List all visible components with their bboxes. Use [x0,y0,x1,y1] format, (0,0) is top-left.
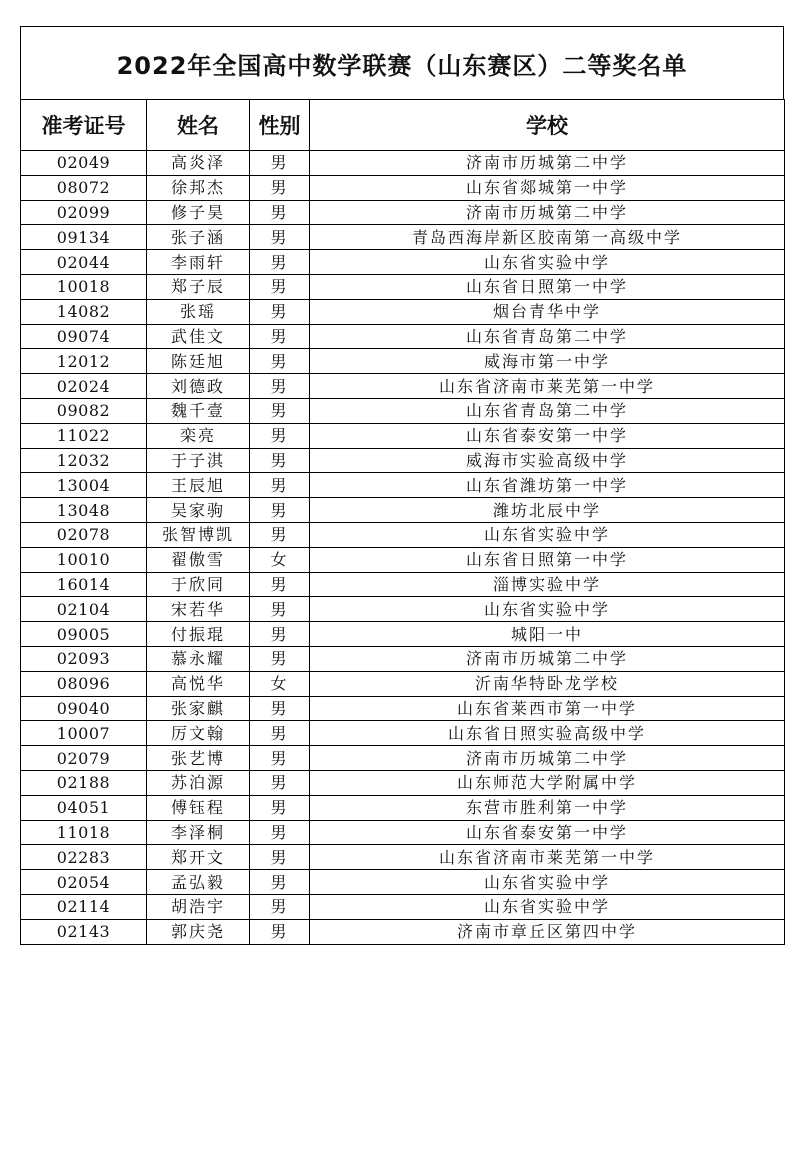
cell-sex: 男 [250,175,310,200]
cell-school: 潍坊北辰中学 [310,498,785,523]
table-row [21,274,785,299]
cell-sex: 男 [250,374,310,399]
table-row [21,175,785,200]
cell-name: 厉文翰 [147,721,250,746]
cell-id: 14082 [21,299,147,324]
cell-name: 付振琨 [147,622,250,647]
table-row [21,820,785,845]
table-row [21,746,785,771]
cell-name: 吴家驹 [147,498,250,523]
cell-school: 山东省日照第一中学 [310,274,785,299]
cell-school: 威海市实验高级中学 [310,448,785,473]
cell-sex: 男 [250,151,310,176]
cell-name: 武佳文 [147,324,250,349]
cell-sex: 男 [250,770,310,795]
cell-id: 08096 [21,671,147,696]
cell-school: 山东省济南市莱芜第一中学 [310,845,785,870]
cell-id: 04051 [21,795,147,820]
cell-id: 11022 [21,423,147,448]
cell-id: 09134 [21,225,147,250]
cell-school: 山东省实验中学 [310,522,785,547]
cell-id: 08072 [21,175,147,200]
cell-school: 山东省青岛第二中学 [310,324,785,349]
cell-name: 高悦华 [147,671,250,696]
cell-school: 山东省郯城第一中学 [310,175,785,200]
cell-id: 02049 [21,151,147,176]
cell-sex: 男 [250,250,310,275]
cell-school: 山东省青岛第二中学 [310,398,785,423]
table-row [21,225,785,250]
cell-id: 13048 [21,498,147,523]
cell-name: 宋若华 [147,597,250,622]
cell-name: 孟弘毅 [147,870,250,895]
cell-school: 山东省实验中学 [310,597,785,622]
cell-name: 苏泊源 [147,770,250,795]
table-row [21,374,785,399]
cell-sex: 男 [250,919,310,944]
cell-id: 13004 [21,473,147,498]
cell-sex: 男 [250,597,310,622]
header-name: 姓名 [147,100,250,151]
cell-sex: 男 [250,572,310,597]
cell-school: 山东省潍坊第一中学 [310,473,785,498]
cell-id: 02188 [21,770,147,795]
cell-name: 张瑶 [147,299,250,324]
cell-id: 02099 [21,200,147,225]
document-title: 2022年全国高中数学联赛（山东赛区）二等奖名单 [20,26,784,99]
cell-school: 济南市历城第二中学 [310,151,785,176]
table-row [21,299,785,324]
cell-name: 张艺博 [147,746,250,771]
table-row [21,696,785,721]
award-table [20,99,785,945]
cell-sex: 男 [250,795,310,820]
cell-school: 城阳一中 [310,622,785,647]
table-row [21,646,785,671]
cell-sex: 男 [250,820,310,845]
cell-sex: 男 [250,721,310,746]
table-row [21,919,785,944]
table-row [21,522,785,547]
table-row [21,200,785,225]
cell-id: 09005 [21,622,147,647]
table-row [21,795,785,820]
cell-id: 02079 [21,746,147,771]
cell-name: 高炎泽 [147,151,250,176]
cell-name: 徐邦杰 [147,175,250,200]
table-row [21,398,785,423]
cell-sex: 女 [250,547,310,572]
cell-sex: 男 [250,522,310,547]
cell-school: 山东省实验中学 [310,894,785,919]
cell-id: 02078 [21,522,147,547]
cell-school: 山东省日照实验高级中学 [310,721,785,746]
cell-school: 济南市历城第二中学 [310,746,785,771]
header-row [21,100,785,151]
cell-sex: 男 [250,746,310,771]
table-row [21,250,785,275]
cell-name: 栾亮 [147,423,250,448]
cell-name: 郑子辰 [147,274,250,299]
cell-sex: 男 [250,398,310,423]
cell-sex: 男 [250,622,310,647]
cell-name: 张智博凯 [147,522,250,547]
cell-id: 16014 [21,572,147,597]
cell-school: 济南市历城第二中学 [310,200,785,225]
cell-sex: 男 [250,324,310,349]
cell-id: 09040 [21,696,147,721]
cell-name: 于子淇 [147,448,250,473]
table-row [21,324,785,349]
header-sex: 性别 [250,100,310,151]
cell-sex: 男 [250,274,310,299]
table-row [21,845,785,870]
cell-name: 慕永耀 [147,646,250,671]
cell-school: 济南市历城第二中学 [310,646,785,671]
cell-name: 魏千壹 [147,398,250,423]
cell-id: 02054 [21,870,147,895]
header-id: 准考证号 [21,100,147,151]
cell-sex: 男 [250,349,310,374]
cell-id: 11018 [21,820,147,845]
table-row [21,473,785,498]
cell-name: 王辰旭 [147,473,250,498]
cell-school: 威海市第一中学 [310,349,785,374]
cell-sex: 男 [250,646,310,671]
header-school: 学校 [310,100,785,151]
cell-school: 山东省泰安第一中学 [310,820,785,845]
cell-school: 烟台青华中学 [310,299,785,324]
cell-school: 济南市章丘区第四中学 [310,919,785,944]
table-row [21,622,785,647]
cell-school: 淄博实验中学 [310,572,785,597]
table-row [21,498,785,523]
cell-sex: 男 [250,200,310,225]
cell-name: 郭庆尧 [147,919,250,944]
cell-school: 东营市胜利第一中学 [310,795,785,820]
table-row [21,870,785,895]
cell-name: 张子涵 [147,225,250,250]
cell-school: 山东师范大学附属中学 [310,770,785,795]
cell-id: 10010 [21,547,147,572]
cell-name: 于欣同 [147,572,250,597]
cell-id: 02044 [21,250,147,275]
cell-id: 10018 [21,274,147,299]
cell-sex: 男 [250,299,310,324]
cell-name: 李雨轩 [147,250,250,275]
cell-id: 02093 [21,646,147,671]
cell-sex: 男 [250,473,310,498]
cell-id: 09074 [21,324,147,349]
cell-sex: 男 [250,498,310,523]
cell-id: 12032 [21,448,147,473]
cell-sex: 男 [250,423,310,448]
cell-school: 山东省莱西市第一中学 [310,696,785,721]
cell-id: 10007 [21,721,147,746]
cell-school: 山东省济南市莱芜第一中学 [310,374,785,399]
cell-sex: 男 [250,870,310,895]
cell-name: 傅钰程 [147,795,250,820]
table-row [21,151,785,176]
cell-sex: 男 [250,448,310,473]
cell-id: 12012 [21,349,147,374]
cell-id: 02143 [21,919,147,944]
cell-sex: 男 [250,845,310,870]
cell-sex: 男 [250,696,310,721]
cell-school: 山东省日照第一中学 [310,547,785,572]
table-row [21,597,785,622]
cell-name: 张家麒 [147,696,250,721]
cell-name: 修子昊 [147,200,250,225]
table-row [21,423,785,448]
cell-name: 李泽桐 [147,820,250,845]
table-row [21,572,785,597]
table-row [21,448,785,473]
cell-id: 02114 [21,894,147,919]
cell-school: 沂南华特卧龙学校 [310,671,785,696]
cell-school: 山东省实验中学 [310,250,785,275]
cell-school: 山东省实验中学 [310,870,785,895]
cell-sex: 女 [250,671,310,696]
table-row [21,770,785,795]
table-row [21,721,785,746]
cell-id: 02283 [21,845,147,870]
cell-name: 胡浩宇 [147,894,250,919]
cell-school: 青岛西海岸新区胶南第一高级中学 [310,225,785,250]
cell-name: 翟傲雪 [147,547,250,572]
award-list-sheet [20,26,784,945]
cell-sex: 男 [250,225,310,250]
cell-id: 09082 [21,398,147,423]
cell-name: 陈廷旭 [147,349,250,374]
table-row [21,547,785,572]
cell-id: 02024 [21,374,147,399]
cell-id: 02104 [21,597,147,622]
cell-school: 山东省泰安第一中学 [310,423,785,448]
table-row [21,671,785,696]
cell-sex: 男 [250,894,310,919]
cell-name: 郑开文 [147,845,250,870]
table-row [21,894,785,919]
cell-name: 刘德政 [147,374,250,399]
table-row [21,349,785,374]
